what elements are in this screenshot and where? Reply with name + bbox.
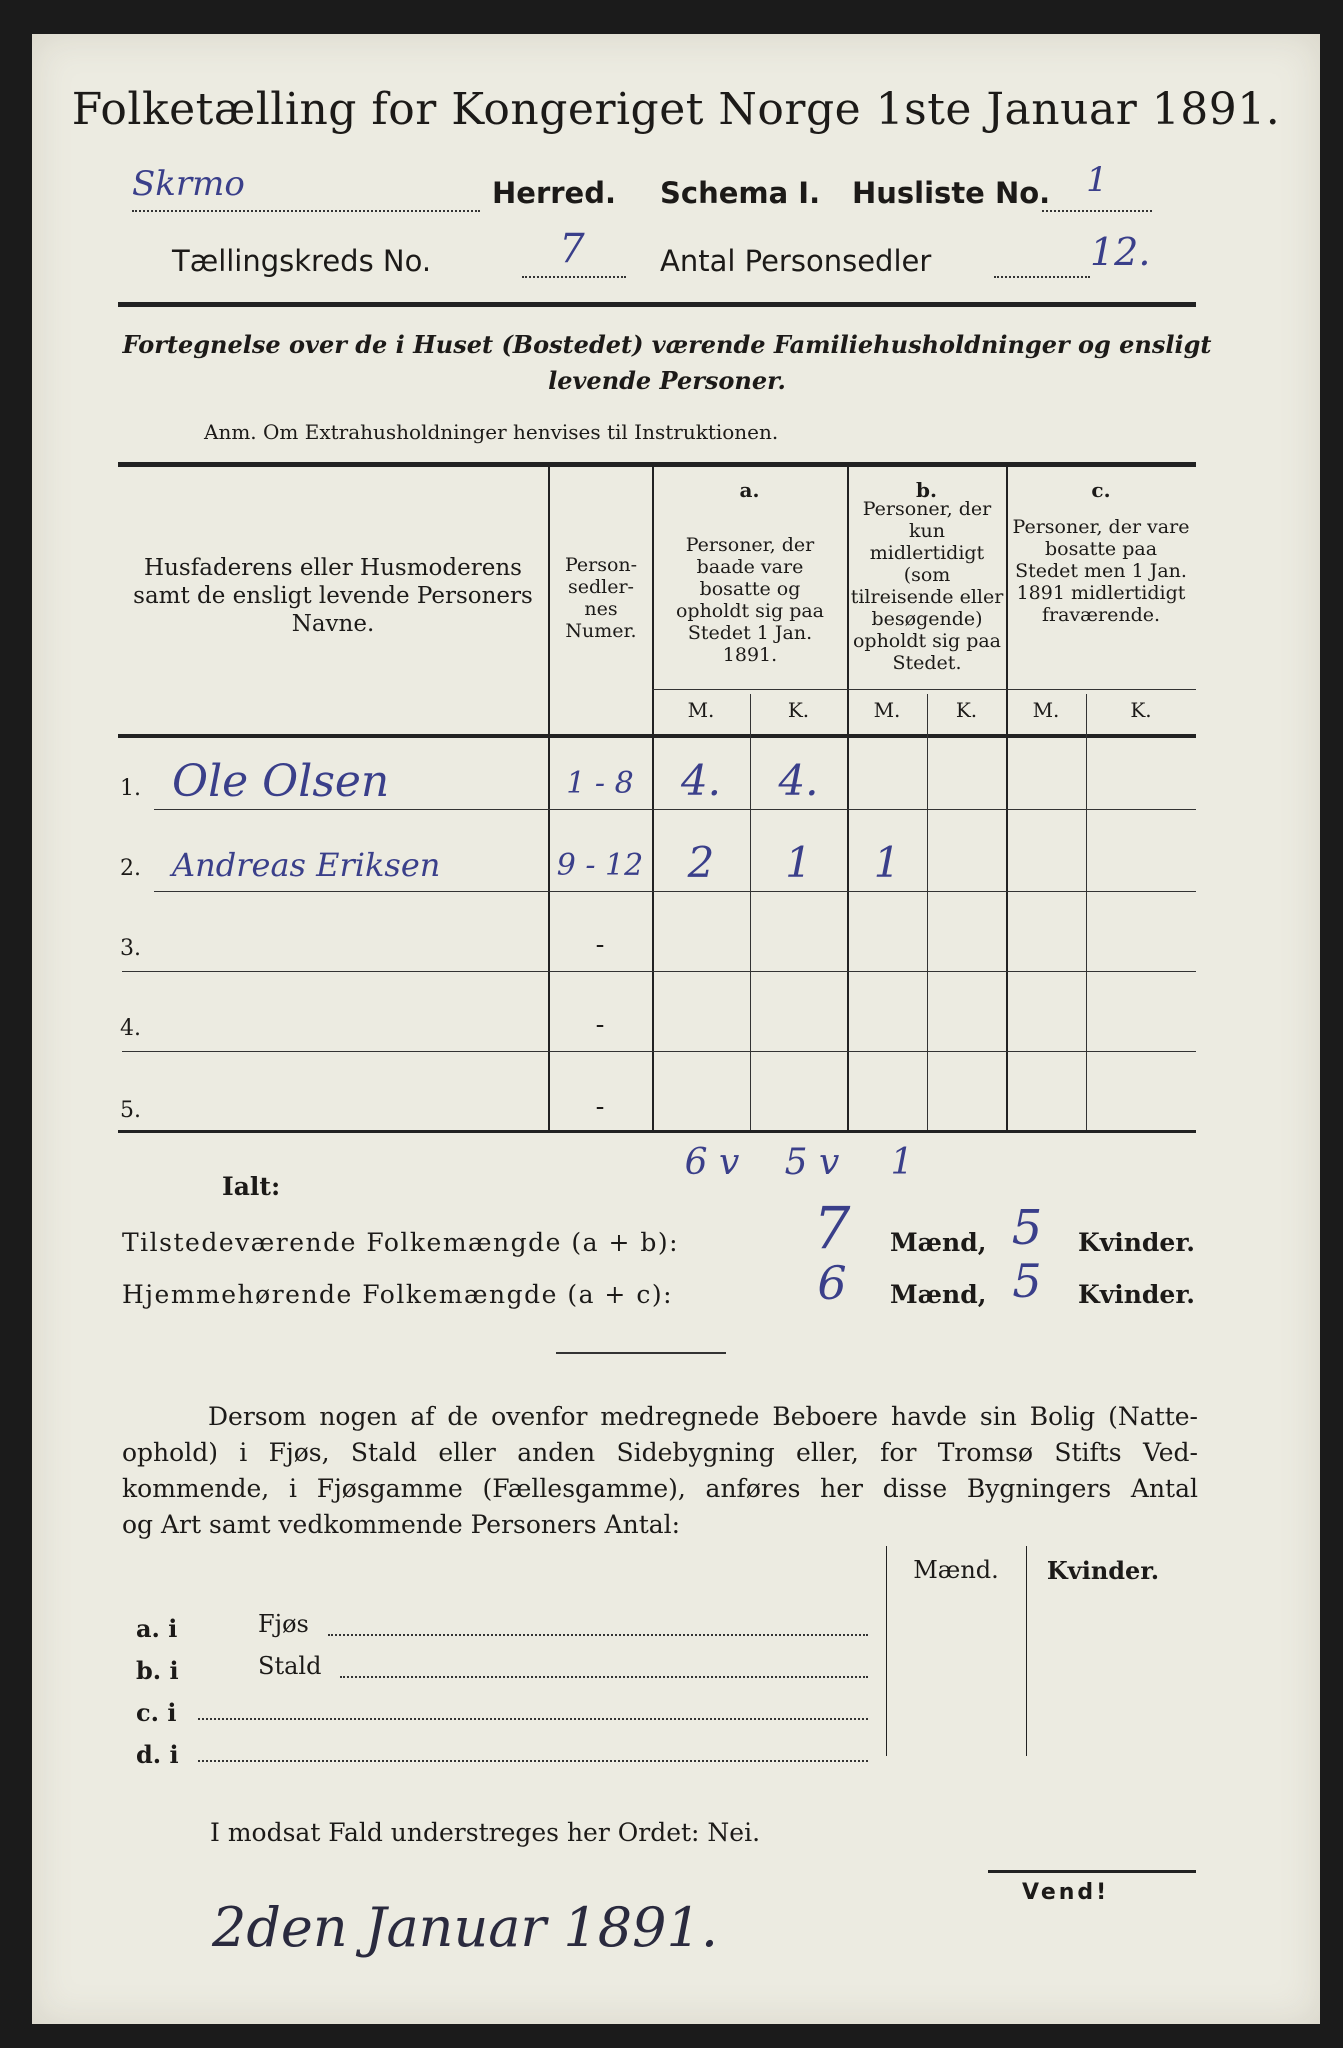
- row-number: 3.: [120, 936, 141, 961]
- building-label: Fjøs: [258, 1610, 309, 1638]
- hjemme-maend-value: 6: [817, 1256, 847, 1310]
- col-b-header: Personer, der kun midlertidigt (som tilreisende eller besøgende) opholdt sig paa Stedet.: [850, 498, 1004, 674]
- husliste-label: Husliste No.: [852, 176, 1051, 210]
- tilstede-label: Tilstedeværende Folkemængde (a + b):: [122, 1228, 680, 1257]
- anm-note: Anm. Om Extrahusholdninger henvises til Instruktionen.: [204, 420, 779, 444]
- row-b-m: 1: [873, 838, 901, 887]
- buildings-divider-1: [886, 1546, 887, 1756]
- schema-label: Schema I.: [660, 176, 821, 210]
- ck-divider: [1086, 694, 1087, 1132]
- a-m-head: M.: [687, 698, 715, 722]
- b-m-head: M.: [873, 698, 901, 722]
- building-key: a. i: [136, 1614, 178, 1643]
- buildings-maend-header: Mænd.: [913, 1556, 999, 1584]
- a-k-head: K.: [787, 698, 810, 722]
- tilstede-kvinder-label: Kvinder.: [1078, 1228, 1195, 1257]
- ialt-a-k: 5 v: [784, 1142, 840, 1183]
- ialt-b-m: 1: [890, 1142, 914, 1183]
- row-rule: [154, 809, 1196, 810]
- building-dots: [198, 1760, 868, 1762]
- husliste-value: 1: [1086, 160, 1108, 200]
- separator: [556, 1352, 726, 1354]
- vend-text: Vend!: [1022, 1880, 1110, 1905]
- kreds-dots: [522, 276, 626, 278]
- tilstede-maend-label: Mænd,: [890, 1228, 987, 1257]
- row-rule: [122, 971, 1196, 972]
- antal-value: 12.: [1090, 230, 1151, 274]
- husliste-dots: [1042, 210, 1152, 212]
- herred-value: Skrmo: [132, 164, 245, 204]
- subtitle-line1: Fortegnelse over de i Huset (Bostedet) værende Familiehusholdninger og ensligt: [122, 330, 1212, 359]
- ialt-a-m: 6 v: [684, 1142, 740, 1183]
- col-numer-header: Person-sedler-nes Numer.: [564, 554, 638, 642]
- building-label: Stald: [258, 1652, 322, 1680]
- tilstede-kvinder-value: 5: [1011, 1200, 1043, 1256]
- buildings-kvinder-header: Kvinder.: [1046, 1556, 1160, 1585]
- row-numer: -: [595, 1092, 605, 1122]
- form-title: Folketælling for Kongeriget Norge 1ste Januar 1891.: [71, 84, 1281, 135]
- ialt-label: Ialt:: [222, 1172, 281, 1201]
- col-a-header: Personer, der baade vare bosatte og opholdt sig paa Stedet 1 Jan. 1891.: [675, 534, 825, 666]
- building-dots: [198, 1718, 868, 1720]
- kreds-value: 7: [559, 226, 585, 272]
- row-rule: [154, 891, 1196, 892]
- antal-dots: [994, 276, 1090, 278]
- row-name: Andreas Eriksen: [172, 846, 441, 884]
- table-top-rule: [118, 462, 1196, 467]
- row-numer: -: [595, 930, 605, 960]
- col-b-letter: b.: [916, 478, 937, 502]
- bk-divider: [927, 694, 928, 1132]
- row-number: 5.: [120, 1098, 141, 1123]
- col-c-letter: c.: [1091, 478, 1111, 502]
- row-number: 2.: [120, 856, 141, 881]
- b-k-head: K.: [955, 698, 978, 722]
- row-a-m: 4.: [680, 756, 722, 805]
- row-numer: 1 - 8: [566, 766, 634, 801]
- table-head-rule: [118, 734, 1196, 738]
- hjemme-kvinder-label: Kvinder.: [1078, 1280, 1195, 1309]
- building-dots: [340, 1676, 868, 1678]
- paragraph-line4: og Art samt vedkommende Personers Antal:: [122, 1510, 681, 1539]
- row-number: 1.: [120, 776, 141, 801]
- subtitle-line2: levende Personer.: [548, 366, 786, 395]
- building-key: c. i: [136, 1698, 177, 1727]
- paragraph-line2: ophold) i Fjøs, Stald eller anden Sidebygning eller, for Tromsø Stifts Ved-: [122, 1438, 1198, 1467]
- col-names-header: Husfaderens eller Husmoderens samt de ensligt levende Personers Navne.: [133, 555, 533, 637]
- building-key: d. i: [136, 1740, 179, 1769]
- census-form: [32, 34, 1320, 2024]
- row-name: Ole Olsen: [172, 756, 390, 807]
- header-rule: [118, 302, 1196, 307]
- col-divider-4: [1006, 466, 1008, 1130]
- paragraph-line1: Dersom nogen af de ovenfor medregnede Beboere havde sin Bolig (Natte-: [208, 1402, 1198, 1431]
- mk-rule: [652, 689, 1196, 690]
- row-numer: 9 - 12: [556, 848, 644, 883]
- hjemme-kvinder-value: 5: [1012, 1254, 1042, 1308]
- building-dots: [328, 1634, 868, 1636]
- kreds-label: Tællingskreds No.: [172, 244, 432, 278]
- col-c-header: Personer, der vare bosatte paa Stedet men 1 Jan. 1891 midlertidigt fraværende.: [1012, 516, 1190, 626]
- building-key: b. i: [136, 1656, 179, 1685]
- vend-rule: [988, 1870, 1196, 1873]
- tilstede-maend-value: 7: [813, 1194, 851, 1262]
- hjemme-label: Hjemmehørende Folkemængde (a + c):: [122, 1280, 673, 1309]
- c-m-head: M.: [1032, 698, 1060, 722]
- row-numer: -: [595, 1010, 605, 1040]
- col-divider-3: [847, 466, 849, 1130]
- herred-label: Herred.: [492, 176, 616, 210]
- row-a-m: 2: [687, 838, 715, 887]
- row-number: 4.: [120, 1016, 141, 1041]
- table-bottom-rule: [118, 1130, 1196, 1133]
- herred-dots: [132, 210, 480, 212]
- row-rule: [122, 1051, 1196, 1052]
- row-a-k: 1: [785, 838, 812, 887]
- c-k-head: K.: [1130, 698, 1152, 722]
- paragraph-line3: kommende, i Fjøsgamme (Fællesgamme), anføres her disse Bygningers Antal: [122, 1474, 1198, 1503]
- antal-label: Antal Personsedler: [660, 244, 932, 278]
- date-signature: 2den Januar 1891.: [212, 1896, 718, 1959]
- col-a-letter: a.: [739, 478, 760, 502]
- hjemme-maend-label: Mænd,: [890, 1280, 987, 1309]
- row-a-k: 4.: [778, 756, 819, 805]
- modsat-text: I modsat Fald understreges her Ordet: Nei.: [210, 1818, 761, 1847]
- buildings-divider-2: [1026, 1546, 1027, 1756]
